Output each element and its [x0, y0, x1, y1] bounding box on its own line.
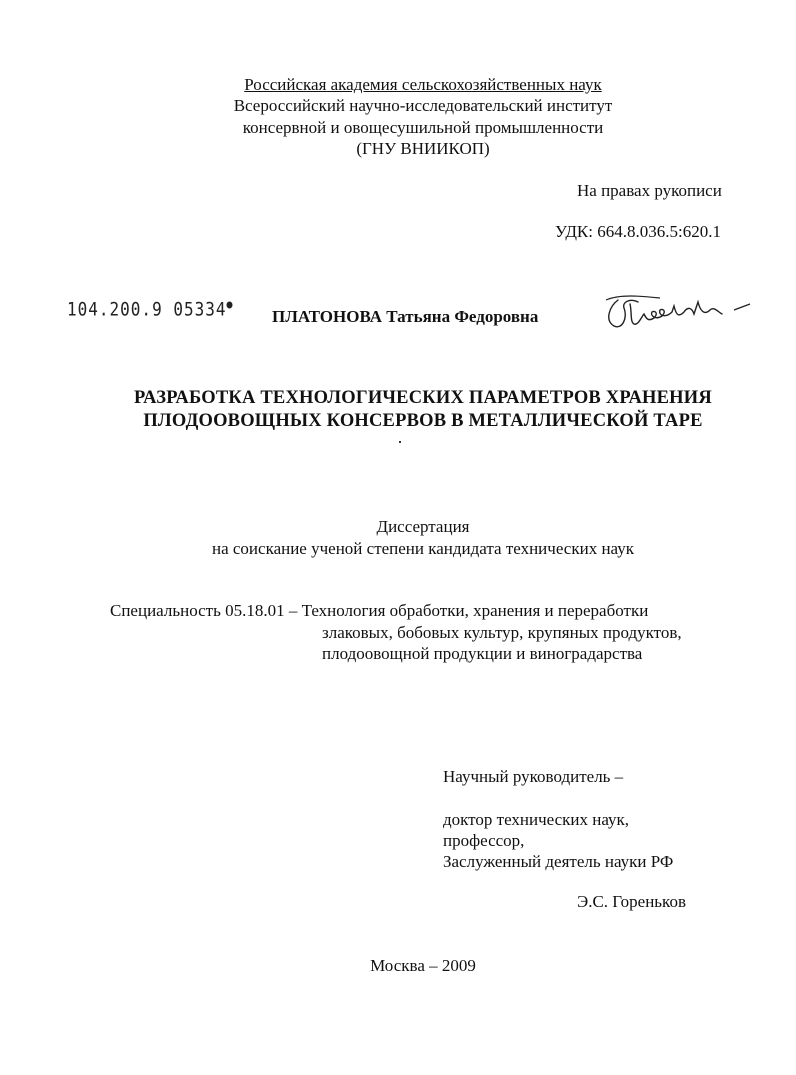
- supervisor-degree: доктор технических наук,: [443, 810, 630, 829]
- specialty-line-3: плодоовощной продукции и виноградарства: [322, 644, 643, 663]
- work-type: Диссертация: [376, 517, 470, 536]
- udk-code: УДК: 664.8.036.5:620.1: [555, 222, 721, 241]
- title-line-2: ПЛОДООВОЩНЫХ КОНСЕРВОВ В МЕТАЛЛИЧЕСКОЙ ТАРЕ: [143, 411, 703, 431]
- author-given-names: Татьяна Федоровна: [386, 307, 539, 326]
- stamp-number: 104.200.9 05334: [67, 298, 227, 320]
- place-and-year: Москва – 2009: [370, 956, 476, 975]
- supervisor-honor: Заслуженный деятель науки РФ: [443, 852, 674, 871]
- supervisor-rank: профессор,: [443, 831, 525, 850]
- institute-abbreviation: (ГНУ ВНИИКОП): [356, 139, 490, 158]
- specialty-line-1: Специальность 05.18.01 – Технология обработки, хранения и переработки: [110, 601, 649, 620]
- academy-name: Российская академия сельскохозяйственных наук: [244, 75, 602, 94]
- signature-icon: [600, 288, 760, 338]
- institute-line-1: Всероссийский научно-исследовательский институт: [233, 96, 613, 115]
- author-surname: ПЛАТОНОВА: [272, 307, 383, 326]
- supervisor-name: Э.С. Гореньков: [577, 892, 686, 911]
- scan-speck: [399, 441, 401, 443]
- supervisor-label: Научный руководитель –: [443, 767, 624, 786]
- specialty-line-2: злаковых, бобовых культур, крупяных продуктов,: [322, 623, 682, 642]
- stamp-mark-icon: ●: [226, 298, 234, 312]
- rights-notice: На правах рукописи: [577, 181, 722, 200]
- archive-stamp: [67, 298, 234, 320]
- institute-line-2: консервной и овощесушильной промышленности: [242, 118, 604, 137]
- title-line-1: РАЗРАБОТКА ТЕХНОЛОГИЧЕСКИХ ПАРАМЕТРОВ ХРАНЕНИЯ: [134, 388, 712, 408]
- author-name: [272, 306, 538, 328]
- degree-sought: на соискание ученой степени кандидата технических наук: [211, 539, 634, 558]
